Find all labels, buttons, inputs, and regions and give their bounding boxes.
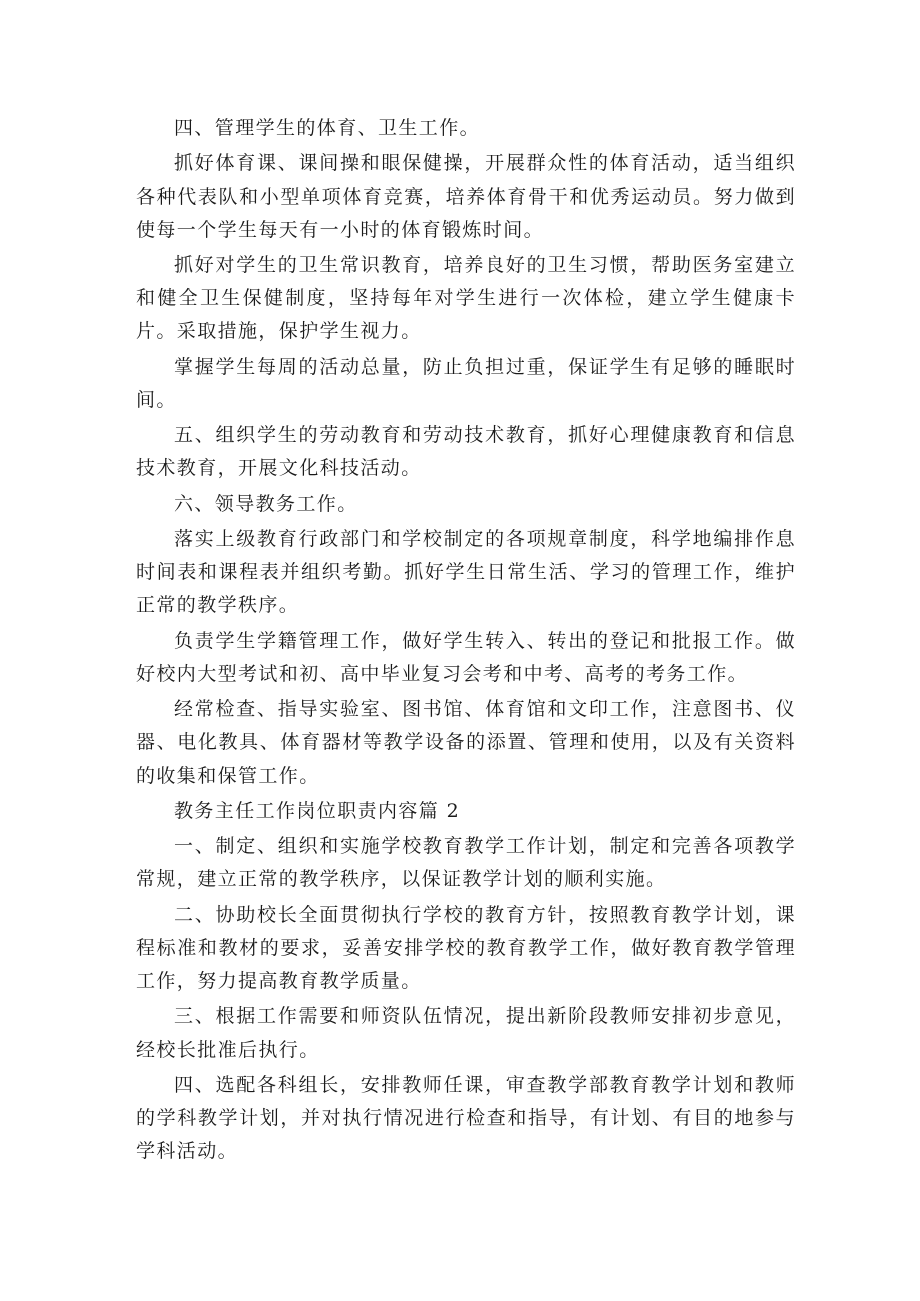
paragraph: 四、选配各科组长，安排教师任课，审查教学部教育教学计划和教师的学科教学计划，并对执行情况进行检查和指导，有计划、有目的地参与学科活动。 [136, 1073, 796, 1163]
paragraph: 三、根据工作需要和师资队伍情况，提出新阶段教师安排初步意见，经校长批准后执行。 [136, 1005, 796, 1061]
paragraph: 六、领导教务工作。 [174, 492, 358, 515]
paragraph: 四、管理学生的体育、卫生工作。 [174, 117, 481, 139]
paragraph: 经常检查、指导实验室、图书馆、体育馆和文印工作，注意图书、仪器、电化教具、体育器材等教学设备的添置、管理和使用，以及有关资料的收集和保管工作。 [136, 698, 796, 787]
paragraph: 抓好体育课、课间操和眼保健操，开展群众性的体育活动，适当组织各种代表队和小型单项体育竞赛，培养体育骨干和优秀运动员。努力做到使每一个学生每天有一小时的体育锻炼时间。 [136, 152, 796, 241]
paragraph: 五、组织学生的劳动教育和劳动技术教育，抓好心理健康教育和信息技术教育，开展文化科技活动。 [136, 424, 796, 480]
section-heading: 教务主任工作岗位职责内容篇 2 [174, 799, 461, 822]
paragraph: 二、协助校长全面贯彻执行学校的教育方针，按照教育教学计划，课程标准和教材的要求，妥善安排学校的教育教学工作，做好教育教学管理工作，努力提高教育教学质量。 [136, 903, 796, 993]
document-body [136, 112, 796, 1171]
paragraph: 负责学生学籍管理工作，做好学生转入、转出的登记和批报工作。做好校内大型考试和初、高中毕业复习会考和中考、高考的考务工作。 [136, 629, 796, 685]
paragraph: 抓好对学生的卫生常识教育，培养良好的卫生习惯，帮助医务室建立和健全卫生保健制度，坚持每年对学生进行一次体检，建立学生健康卡片。采取措施，保护学生视力。 [136, 254, 796, 343]
paragraph: 落实上级教育行政部门和学校制定的各项规章制度，科学地编排作息时间表和课程表并组织考勤。抓好学生日常生活、学习的管理工作，维护正常的教学秩序。 [136, 528, 796, 617]
paragraph: 一、制定、组织和实施学校教育教学工作计划，制定和完善各项教学常规，建立正常的教学秩序，以保证教学计划的顺利实施。 [136, 835, 796, 891]
paragraph: 掌握学生每周的活动总量，防止负担过重，保证学生有足够的睡眠时间。 [136, 355, 796, 411]
